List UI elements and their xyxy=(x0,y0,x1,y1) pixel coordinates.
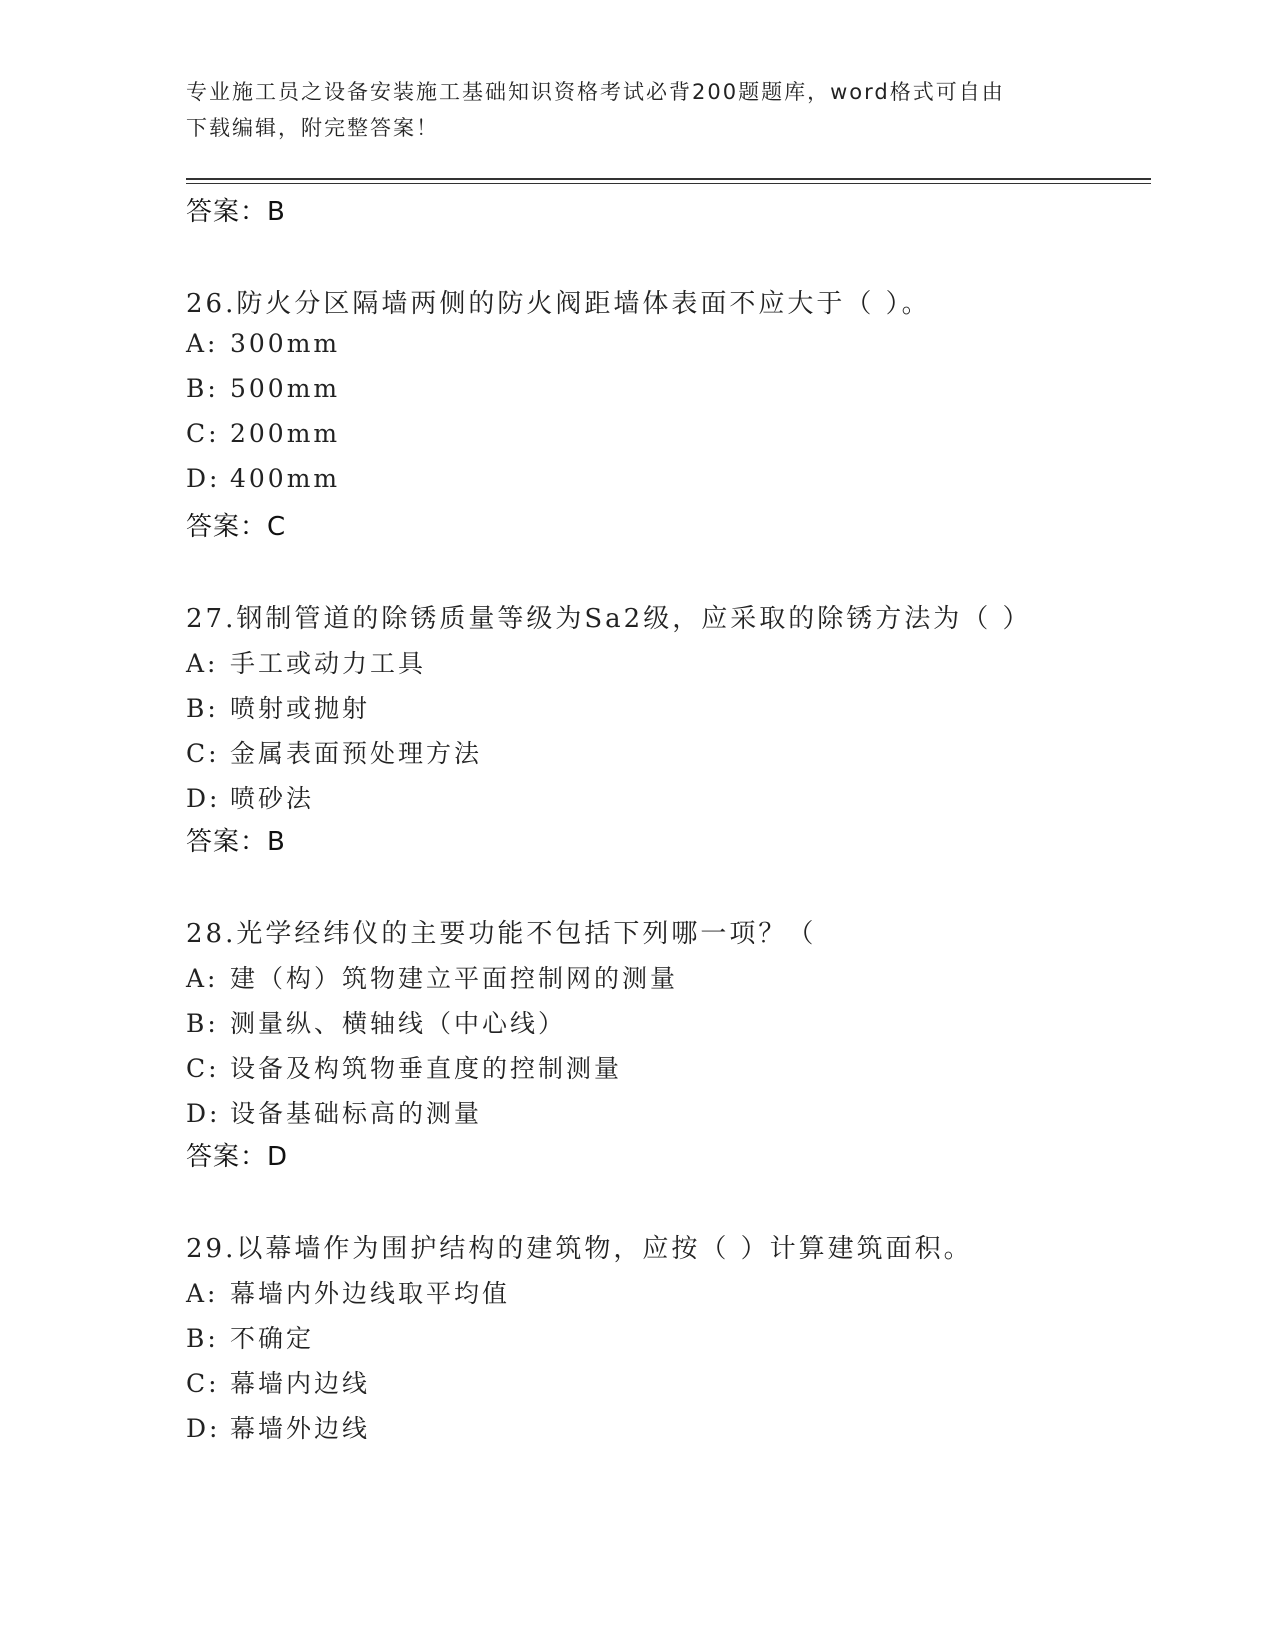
question-26: 26.防火分区隔墙两侧的防火阀距墙体表面不应大于（ ）。 xyxy=(186,289,931,319)
option-letter: B: xyxy=(186,1009,219,1038)
question-26-option-a xyxy=(186,329,340,358)
option-letter: A: xyxy=(186,329,219,358)
option-text: 300mm xyxy=(230,329,341,358)
question-26-option-c xyxy=(186,419,340,448)
option-letter: A: xyxy=(186,964,219,993)
question-28-option-c xyxy=(186,1049,622,1085)
question-28-option-b xyxy=(186,1004,566,1040)
header-rule-thin xyxy=(186,183,1151,184)
question-27: 27.钢制管道的除锈质量等级为Sa2级，应采取的除锈方法为（ ） xyxy=(186,604,1032,634)
option-letter: D: xyxy=(186,464,221,493)
question-28: 28.光学经纬仪的主要功能不包括下列哪一项？（ xyxy=(186,919,817,949)
option-text: 幕墙内边线 xyxy=(230,1369,371,1398)
question-27-option-d xyxy=(186,779,314,815)
question-28-option-a xyxy=(186,959,678,995)
question-27-option-a xyxy=(186,644,426,680)
question-26-option-d xyxy=(186,464,340,493)
option-text: 幕墙内外边线取平均值 xyxy=(230,1279,511,1308)
header-line-2: 下载编辑，附完整答案！ xyxy=(186,116,439,140)
question-29-option-a xyxy=(186,1274,510,1310)
question-29-option-b xyxy=(186,1319,314,1355)
option-text: 400mm xyxy=(230,464,341,493)
option-text: 500mm xyxy=(230,374,341,403)
option-text: 喷砂法 xyxy=(230,784,315,813)
previous-answer: 答案：B xyxy=(186,197,286,227)
document-header xyxy=(186,74,1066,146)
option-letter: D: xyxy=(186,1099,221,1128)
option-text: 200mm xyxy=(230,419,341,448)
option-text: 幕墙外边线 xyxy=(230,1414,371,1443)
option-text: 建（构）筑物建立平面控制网的测量 xyxy=(230,964,679,993)
option-text: 设备基础标高的测量 xyxy=(230,1099,483,1128)
question-29-option-d xyxy=(186,1409,370,1445)
option-letter: B: xyxy=(186,694,219,723)
question-27-answer: 答案：B xyxy=(186,827,286,857)
option-text: 金属表面预处理方法 xyxy=(230,739,483,768)
option-letter: D: xyxy=(186,784,221,813)
option-text: 不确定 xyxy=(230,1324,315,1353)
question-29: 29.以幕墙作为围护结构的建筑物，应按（ ）计算建筑面积。 xyxy=(186,1234,973,1264)
question-28-option-d xyxy=(186,1094,482,1130)
option-letter: A: xyxy=(186,649,219,678)
header-line-1: 专业施工员之设备安装施工基础知识资格考试必背200题题库，word格式可自由 xyxy=(186,80,1005,104)
option-letter: C: xyxy=(186,1054,220,1083)
option-letter: D: xyxy=(186,1414,221,1443)
question-28-answer: 答案：D xyxy=(186,1142,289,1172)
option-letter: C: xyxy=(186,1369,220,1398)
option-letter: A: xyxy=(186,1279,219,1308)
question-29-option-c xyxy=(186,1364,370,1400)
option-text: 设备及构筑物垂直度的控制测量 xyxy=(230,1054,623,1083)
option-text: 测量纵、横轴线（中心线） xyxy=(230,1009,567,1038)
question-26-option-b xyxy=(186,374,340,403)
option-letter: C: xyxy=(186,419,220,448)
option-letter: B: xyxy=(186,1324,219,1353)
option-text: 喷射或抛射 xyxy=(230,694,371,723)
header-rule-thick xyxy=(186,178,1151,180)
question-26-answer: 答案：C xyxy=(186,512,287,542)
question-27-option-b xyxy=(186,689,370,725)
option-letter: B: xyxy=(186,374,219,403)
option-text: 手工或动力工具 xyxy=(230,649,427,678)
option-letter: C: xyxy=(186,739,220,768)
question-27-option-c xyxy=(186,734,482,770)
